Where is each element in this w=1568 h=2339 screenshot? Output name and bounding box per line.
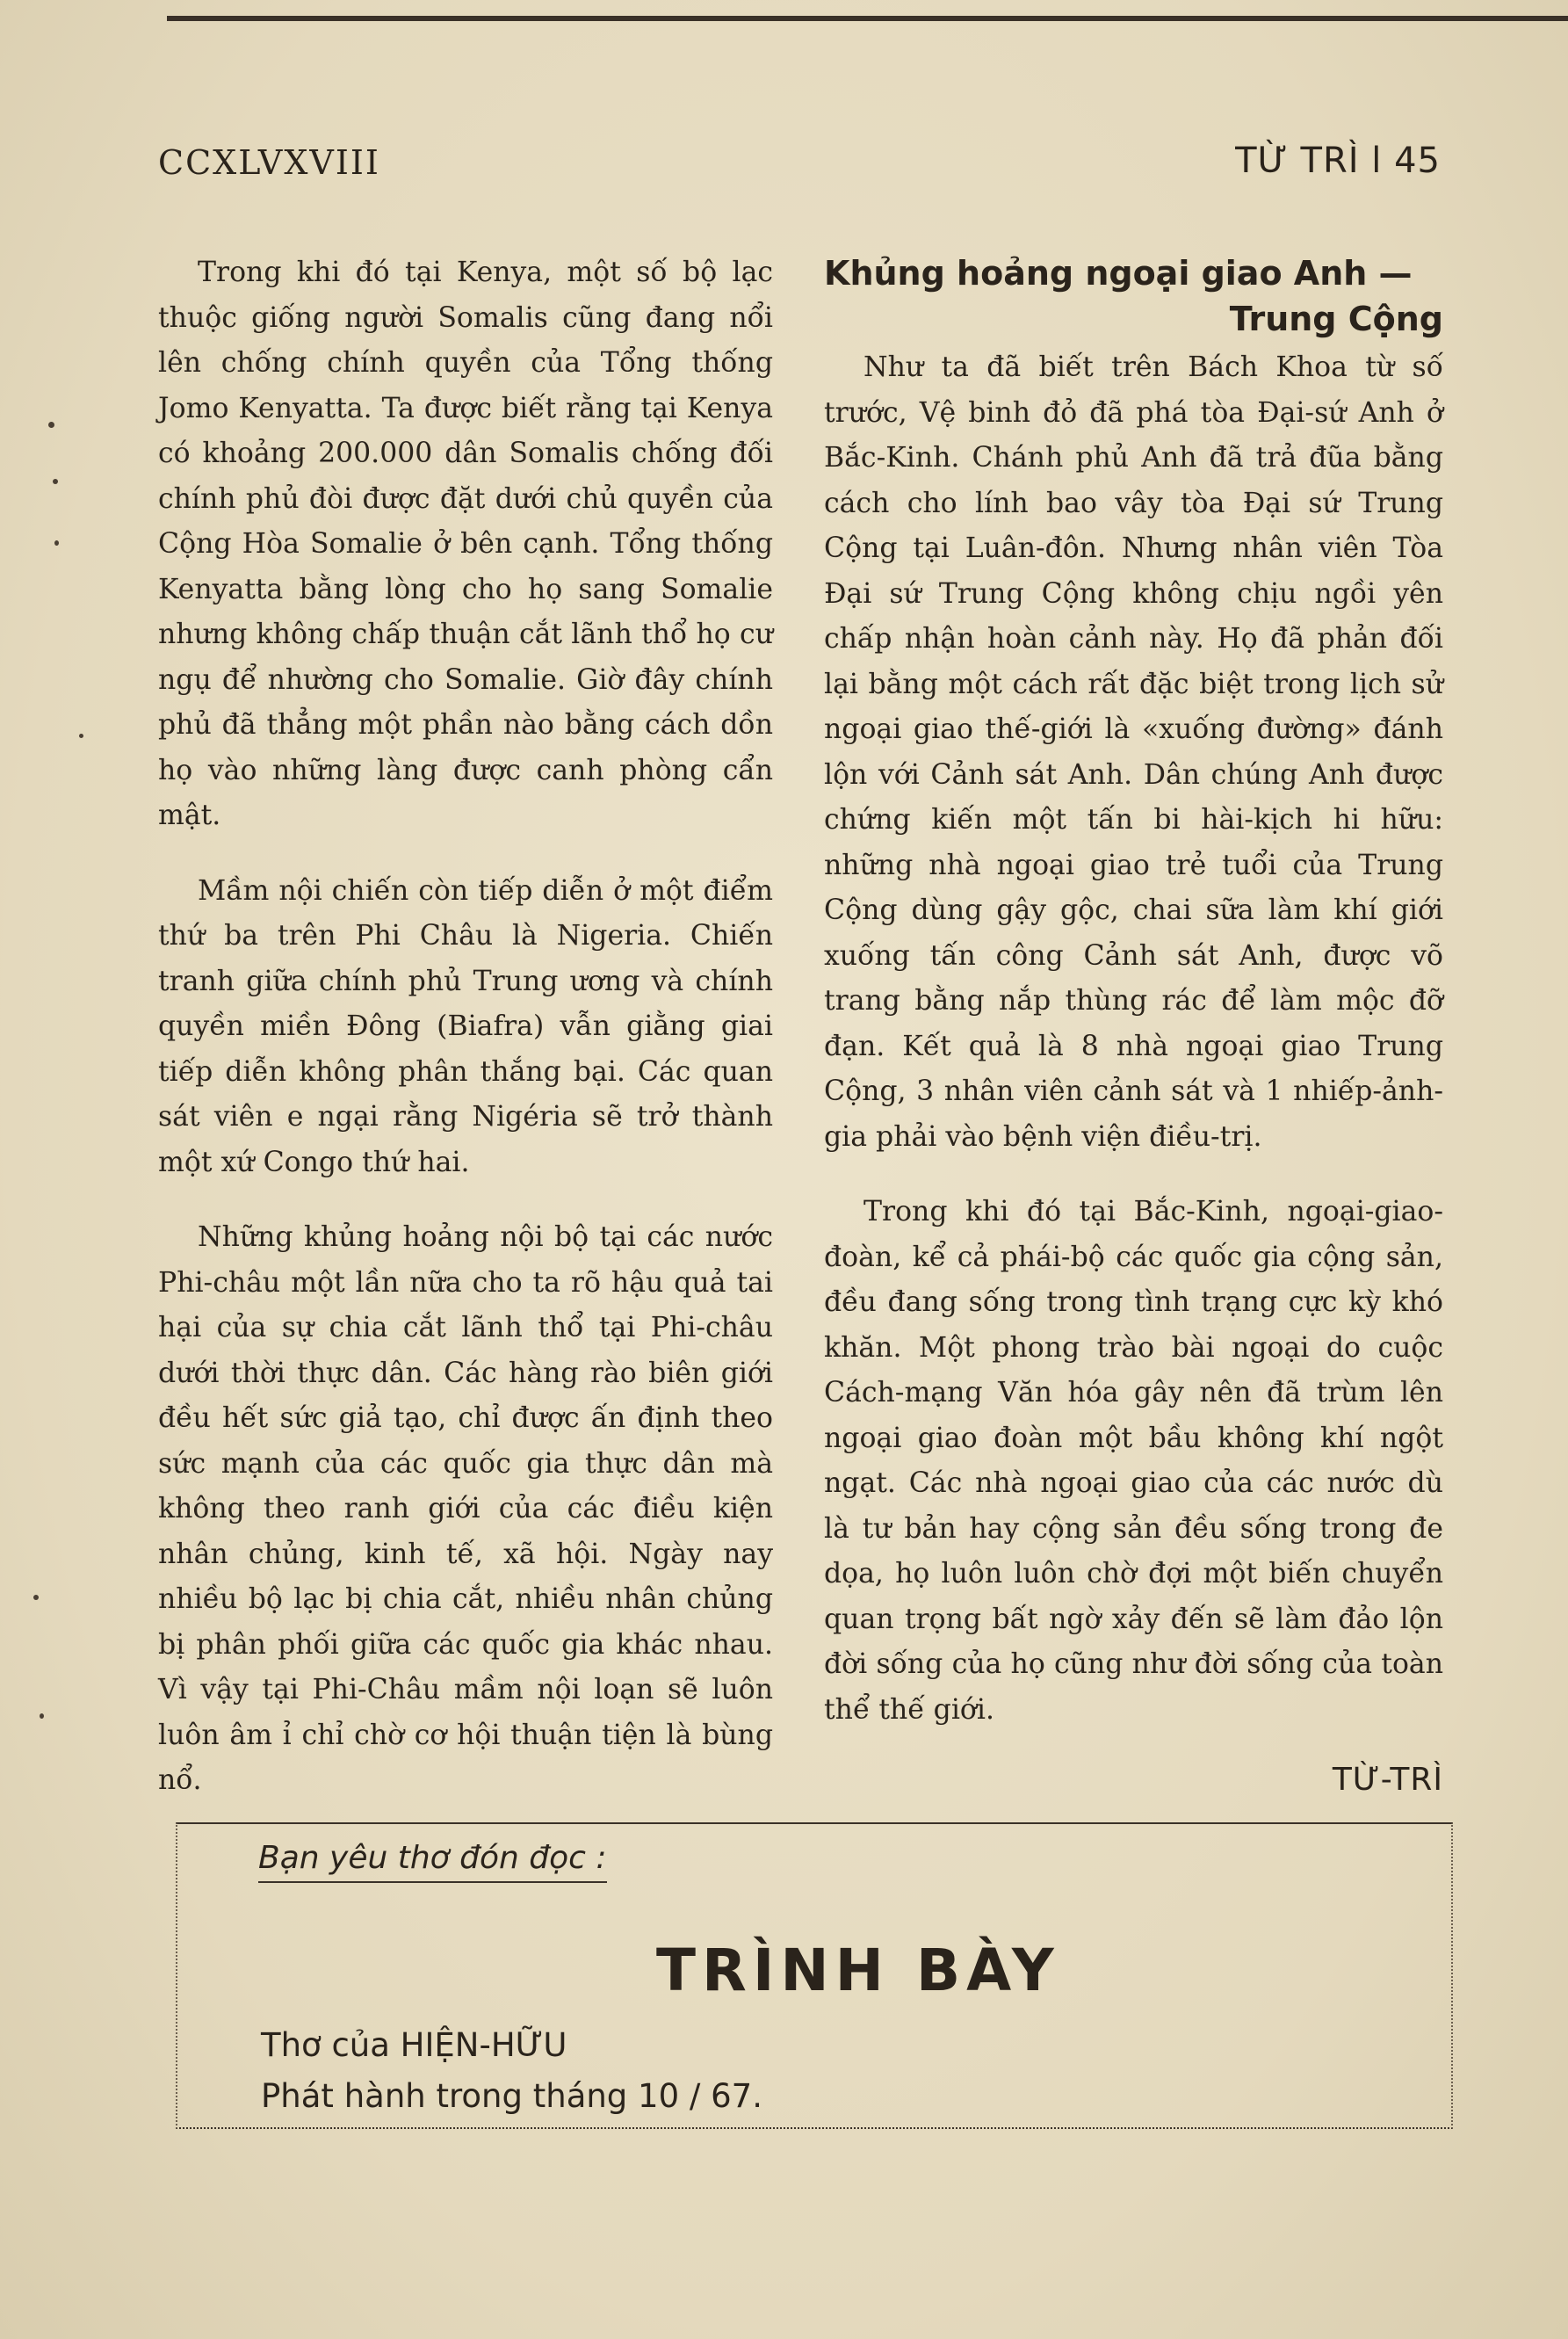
- article-heading-line2: Trung Cộng: [1229, 300, 1443, 338]
- paragraph-nigeria: Mầm nội chiến còn tiếp diễn ở một điểm thứ ba trên Phi Châu là Nigeria. Chiến tranh giữa chính phủ Trung ương và chính quyền miền Đông (Biafra) vẫn giằng giai tiếp diễn không phân thắng bại. Các quan sát viên e ngại rằng Nigéria sẽ trở thành một xứ Congo thứ hai.: [158, 874, 773, 1178]
- page-header-code: CCXLVXVIII: [158, 143, 380, 182]
- paper-speck: [53, 479, 58, 484]
- paragraph-diplomatic-fight: Như ta đã biết trên Bách Khoa từ số trước, Vệ binh đỏ đã phá tòa Đại-sứ Anh ở Bắc-Kinh. Chánh phủ Anh đã trả đũa bằng cách cho lính bao vây tòa Đại sứ Trung Cộng tại Luân-đôn. Nhưng nhân viên Tòa Đại sứ Trung Cộng không chịu ngồi yên chấp nhận hoàn cảnh này. Họ đã phản đối lại bằng một cách rất đặc biệt trong lịch sử ngoại giao thế-giới là «xuống đường» đánh lộn với Cảnh sát Anh. Dân chúng Anh được chứng kiến một tấn bi hài-kịch hi hữu: những nhà ngoại giao trẻ tuổi của Trung Cộng dùng gậy gộc, chai sữa làm khí giới xuống tấn công Cảnh sát Anh, được võ trang bằng nắp thùng rác để làm mộc đỡ đạn. Kết quả là 8 nhà ngoại giao Trung Cộng, 3 nhân viên cảnh sát và 1 nhiếp-ảnh-gia phải vào bệnh viện điều-trị.: [824, 351, 1443, 1153]
- paragraph-kenya: Trong khi đó tại Kenya, một số bộ lạc thuộc giống người Somalis cũng đang nổi lên chống chính quyền của Tổng thống Jomo Kenyatta. Ta được biết rằng tại Kenya có khoảng 200.000 dân Somalis chống đối chính phủ đòi được đặt dưới chủ quyền của Cộng Hòa Somalie ở bên cạnh. Tổng thống Kenyatta bằng lòng cho họ sang Somalie nhưng không chấp thuận cắt lãnh thổ họ cư ngụ để nhường cho Somalie. Giờ đây chính phủ đã thẳng một phần nào bằng cách dồn họ vào những làng được canh phòng cẩn mật.: [158, 257, 773, 831]
- paper-speck: [40, 1713, 44, 1719]
- article-heading: [824, 250, 1443, 342]
- ad-release-line: Phát hành trong tháng 10 / 67.: [261, 2077, 762, 2115]
- paper-speck: [54, 540, 59, 546]
- ad-author-line: Thơ của HIỆN-HỮU: [261, 2026, 567, 2064]
- paper-speck: [79, 734, 83, 738]
- paragraph-africa-crisis: Những khủng hoảng nội bộ tại các nước Phi-châu một lần nữa cho ta rõ hậu quả tai hại của sự chia cắt lãnh thổ tại Phi-châu dưới thời thực dân. Các hàng rào biên giới đều hết sức giả tạo, chỉ được ấn định theo sức mạnh của các quốc gia thực dân mà không theo ranh giới của các điều kiện nhân chủng, kinh tế, xã hội. Ngày nay nhiều bộ lạc bị chia cắt, nhiều nhân chủng bị phân phối giữa các quốc gia khác nhau. Vì vậy tại Phi-Châu mầm nội loạn sẽ luôn luôn âm ỉ chỉ chờ cơ hội thuận tiện là bùng nổ.: [158, 1221, 773, 1796]
- page-header-number: TỪ TRÌ l 45: [1235, 141, 1441, 181]
- top-rule: [167, 16, 1568, 21]
- right-column: [824, 250, 1443, 1803]
- paragraph-beijing: Trong khi đó tại Bắc-Kinh, ngoại-giao-đoàn, kể cả phái-bộ các quốc gia cộng sản, đều đang sống trong tình trạng cực kỳ khó khăn. Một phong trào bài ngoại do cuộc Cách-mạng Văn hóa gây nên đã trùm lên ngoại giao đoàn một bầu không khí ngột ngạt. Các nhà ngoại giao của các nước dù là tư bản hay cộng sản đều sống trong đe dọa, họ luôn luôn chờ đợi một biến chuyển quan trọng bất ngờ xảy đến sẽ làm đảo lộn đời sống của họ cũng như đời sống của toàn thể thế giới.: [824, 1196, 1443, 1726]
- left-column: [158, 250, 773, 1834]
- ad-title: TRÌNH BÀY: [656, 1937, 1060, 2004]
- ad-intro: Bạn yêu thơ đón đọc :: [258, 1840, 607, 1883]
- paper-speck: [48, 422, 54, 428]
- advertisement-box: [176, 1822, 1453, 2129]
- author-signature: TỪ-TRÌ: [1332, 1762, 1443, 1798]
- paper-speck: [33, 1595, 39, 1600]
- article-heading-line1: Khủng hoảng ngoại giao Anh —: [824, 254, 1413, 293]
